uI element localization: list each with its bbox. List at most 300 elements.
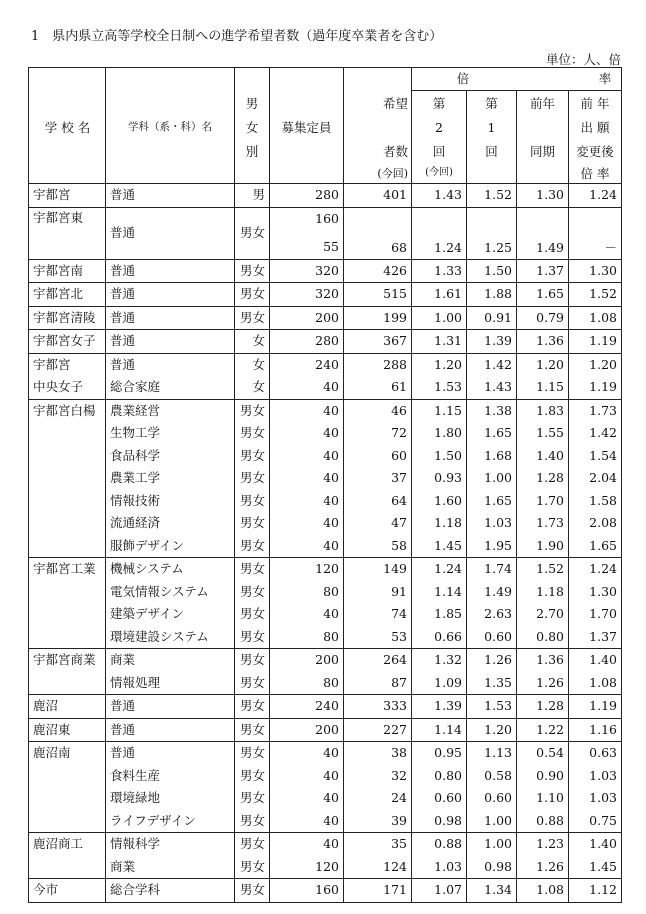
ratio-first: 0.60: [467, 626, 517, 649]
ratio-second: 1.15: [412, 399, 467, 422]
department-name: 普通: [106, 259, 235, 283]
ratio-first: 1.39: [467, 330, 517, 354]
department-name: 普通: [106, 283, 235, 307]
ratio-prev-year: 1.22: [517, 718, 569, 742]
ratio-prev-year: 1.10: [517, 787, 569, 810]
ratio-first: 1.00: [467, 833, 517, 856]
ratio-prev-year: 1.65: [517, 283, 569, 307]
ratio-after-change: 1.42: [569, 422, 622, 445]
quota-value: 40: [270, 535, 344, 558]
ratio-second: 1.45: [412, 535, 467, 558]
ratio-first: 1.00: [467, 810, 517, 833]
ratio-second: 0.95: [412, 742, 467, 765]
ratio-after-change: 1.12: [569, 879, 622, 903]
sex-type: 男女: [235, 626, 270, 649]
applicants-value: 288: [344, 353, 412, 376]
header-applicants-3: (今回): [377, 167, 408, 180]
table-row: [29, 490, 622, 513]
school-name: [29, 535, 106, 558]
ratio-first: 1.38: [467, 399, 517, 422]
quota-value: 40: [270, 765, 344, 788]
ratio-prev-year: 1.83: [517, 399, 569, 422]
table-row: [29, 742, 622, 765]
school-name: 鹿沼: [29, 695, 106, 719]
school-name: 宇都宮清陵: [29, 306, 106, 330]
department-name: 食料生産: [106, 765, 235, 788]
applicants-value: 53: [344, 626, 412, 649]
ratio-first: 1.25: [467, 207, 517, 259]
ratio-first: 1.34: [467, 879, 517, 903]
ratio-after-change: 1.03: [569, 765, 622, 788]
ratio-after-change: 1.30: [569, 581, 622, 604]
school-name: 宇都宮: [29, 184, 106, 208]
ratio-second: 1.43: [412, 184, 467, 208]
applicants-value: 171: [344, 879, 412, 903]
applicants-value: 24: [344, 787, 412, 810]
sex-type: 男女: [235, 207, 270, 259]
header-second-3: 回: [432, 144, 446, 159]
ratio-prev-year: 1.73: [517, 512, 569, 535]
quota-value: 200: [270, 306, 344, 330]
school-name: [29, 490, 106, 513]
school-name: [29, 581, 106, 604]
ratio-first: 1.26: [467, 649, 517, 672]
sex-type: 男女: [235, 581, 270, 604]
applicants-value: 46: [344, 399, 412, 422]
quota-value-primary: 160: [315, 211, 339, 226]
ratio-first: 1.35: [467, 672, 517, 695]
ratio-prev-year: 1.23: [517, 833, 569, 856]
ratio-second: 1.20: [412, 353, 467, 376]
ratio-prev-year: 1.36: [517, 649, 569, 672]
applicants-value: 515: [344, 283, 412, 307]
quota-value: 40: [270, 787, 344, 810]
ratio-after-change: 0.63: [569, 742, 622, 765]
ratio-prev-year: 1.28: [517, 467, 569, 490]
ratio-second: 1.31: [412, 330, 467, 354]
applicants-value: 68: [344, 207, 412, 259]
department-name: 普通: [106, 330, 235, 354]
sex-type: 男女: [235, 399, 270, 422]
school-name: 宇都宮: [29, 353, 106, 376]
quota-value: 200: [270, 649, 344, 672]
quota-value: 160: [270, 879, 344, 903]
header-dept: 学科（系・科）名: [128, 121, 212, 133]
ratio-first: 1.13: [467, 742, 517, 765]
quota-value: 40: [270, 422, 344, 445]
sex-type: 男女: [235, 649, 270, 672]
ratio-prev-year: 1.08: [517, 879, 569, 903]
ratio-second: 1.61: [412, 283, 467, 307]
department-name: ライフデザイン: [106, 810, 235, 833]
ratio-first: 1.68: [467, 445, 517, 468]
school-name: 今市: [29, 879, 106, 903]
department-name: 流通経済: [106, 512, 235, 535]
ratio-prev-year: 0.79: [517, 306, 569, 330]
school-name: [29, 207, 106, 259]
header-first-3: 回: [485, 144, 498, 159]
header-change-3: 変更後: [576, 144, 614, 159]
department-name: 環境緑地: [106, 787, 235, 810]
ratio-second: 1.24: [412, 558, 467, 581]
ratio-prev-year: 1.36: [517, 330, 569, 354]
ratio-after-change: 2.04: [569, 467, 622, 490]
department-name: 情報技術: [106, 490, 235, 513]
ratio-after-change: 1.37: [569, 626, 622, 649]
header-applicants-1: 希望: [382, 96, 408, 111]
ratio-first: 1.95: [467, 535, 517, 558]
ratio-second: 0.88: [412, 833, 467, 856]
ratio-prev-year: 0.80: [517, 626, 569, 649]
school-name: 宇都宮工業: [29, 558, 106, 581]
school-name: [29, 672, 106, 695]
ratio-second: 1.14: [412, 718, 467, 742]
ratio-prev-year: 2.70: [517, 603, 569, 626]
sex-type: 男女: [235, 742, 270, 765]
department-name: 普通: [106, 742, 235, 765]
ratio-first: 1.00: [467, 467, 517, 490]
sex-type: 男: [235, 184, 270, 208]
table-row: [29, 535, 622, 558]
quota-value: 40: [270, 490, 344, 513]
quota-value: 240: [270, 695, 344, 719]
quota-value: 40: [270, 467, 344, 490]
applicants-value: 264: [344, 649, 412, 672]
sex-type: 男女: [235, 490, 270, 513]
ratio-prev-year: 1.18: [517, 581, 569, 604]
school-name: 宇都宮白楊: [29, 399, 106, 422]
ratio-second: 1.09: [412, 672, 467, 695]
ratio-prev-year: 1.30: [517, 184, 569, 208]
ratio-first: 1.03: [467, 512, 517, 535]
header-first-1: 第: [485, 96, 498, 111]
ratio-after-change: 1.52: [569, 283, 622, 307]
header-ratio-2: 率: [598, 71, 612, 86]
ratio-after-change: 1.24: [569, 184, 622, 208]
ratio-second: 1.50: [412, 445, 467, 468]
sex-type: 男女: [235, 445, 270, 468]
department-name: 情報科学: [106, 833, 235, 856]
department-name: 情報処理: [106, 672, 235, 695]
ratio-prev-year: 0.90: [517, 765, 569, 788]
department-name: 普通: [106, 695, 235, 719]
header-sex-2: 女: [245, 120, 259, 135]
applicants-value: 61: [344, 376, 412, 399]
ratio-after-change: 1.03: [569, 787, 622, 810]
ratio-first: 1.42: [467, 353, 517, 376]
table-row: [29, 879, 622, 903]
table-row: [29, 306, 622, 330]
ratio-second: 0.60: [412, 787, 467, 810]
applicants-value: 426: [344, 259, 412, 283]
header-quota: 募集定員: [281, 120, 332, 135]
school-name: [29, 856, 106, 879]
school-name: [29, 467, 106, 490]
table-row: [29, 695, 622, 719]
header-change-1: 前 年: [580, 96, 610, 111]
table-row: [29, 399, 622, 422]
sex-type: 女: [235, 376, 270, 399]
sex-type: 男女: [235, 879, 270, 903]
ratio-after-change: 1.20: [569, 353, 622, 376]
table-row: [29, 718, 622, 742]
sex-type: 男女: [235, 259, 270, 283]
applicants-value: 39: [344, 810, 412, 833]
applicants-value: 87: [344, 672, 412, 695]
ratio-after-change: 1.08: [569, 306, 622, 330]
applicants-value: 64: [344, 490, 412, 513]
ratio-first: 1.20: [467, 718, 517, 742]
applicants-value: 60: [344, 445, 412, 468]
table-row: [29, 581, 622, 604]
applicants-value: 149: [344, 558, 412, 581]
school-name: 鹿沼商工: [29, 833, 106, 856]
sex-type: 男女: [235, 558, 270, 581]
header-applicants-2: 者数: [382, 144, 408, 159]
department-name: 商業: [106, 649, 235, 672]
applicants-value: 227: [344, 718, 412, 742]
quota-value: 40: [270, 603, 344, 626]
ratio-prev-year: 1.15: [517, 376, 569, 399]
quota-value: 120: [270, 558, 344, 581]
department-name: 農業工学: [106, 467, 235, 490]
header-second-1: 第: [432, 96, 446, 111]
ratio-prev-year: 1.37: [517, 259, 569, 283]
quota-value: 40: [270, 742, 344, 765]
ratio-second: 1.80: [412, 422, 467, 445]
sex-type: 男女: [235, 718, 270, 742]
table-row: [29, 445, 622, 468]
quota-value: 40: [270, 376, 344, 399]
ratio-after-change: 0.75: [569, 810, 622, 833]
sex-type: 男女: [235, 833, 270, 856]
table-row: [29, 649, 622, 672]
school-name: [29, 626, 106, 649]
ratio-prev-year: 1.70: [517, 490, 569, 513]
applicants-value: 32: [344, 765, 412, 788]
quota-value: 40: [270, 512, 344, 535]
school-name: [29, 445, 106, 468]
ratio-first: 1.52: [467, 184, 517, 208]
sex-type: 男女: [235, 787, 270, 810]
ratio-first: 0.58: [467, 765, 517, 788]
header-change-4: 倍 率: [580, 166, 610, 181]
school-name: 宇都宮南: [29, 259, 106, 283]
table-row: [29, 330, 622, 354]
quota-value: 280: [270, 330, 344, 354]
ratio-second: 1.14: [412, 581, 467, 604]
header-prev-1: 前年: [529, 96, 555, 111]
department-name: 建築デザイン: [106, 603, 235, 626]
department-name: 服飾デザイン: [106, 535, 235, 558]
ratio-second: 1.60: [412, 490, 467, 513]
quota-value: 200: [270, 718, 344, 742]
ratio-after-change: 1.40: [569, 833, 622, 856]
ratio-after-change: 1.73: [569, 399, 622, 422]
ratio-prev-year: 1.28: [517, 695, 569, 719]
ratio-first: 1.65: [467, 490, 517, 513]
header-second-4: (今回): [425, 167, 453, 178]
sex-type: 女: [235, 330, 270, 354]
ratio-second: 1.00: [412, 306, 467, 330]
sex-type: 男女: [235, 306, 270, 330]
ratio-after-change: 1.30: [569, 259, 622, 283]
department-name: 生物工学: [106, 422, 235, 445]
table-row: [29, 626, 622, 649]
department-name: 商業: [106, 856, 235, 879]
ratio-first: 1.88: [467, 283, 517, 307]
sex-type: 男女: [235, 283, 270, 307]
sex-type: 男女: [235, 512, 270, 535]
ratio-after-change: 1.45: [569, 856, 622, 879]
sex-type: 男女: [235, 535, 270, 558]
header-sex-1: 男: [245, 96, 259, 111]
department-name: 総合学科: [106, 879, 235, 903]
ratio-prev-year: 1.52: [517, 558, 569, 581]
sex-type: 男女: [235, 672, 270, 695]
applicants-value: 91: [344, 581, 412, 604]
school-name: [29, 765, 106, 788]
table-row: [29, 603, 622, 626]
quota-value: 80: [270, 672, 344, 695]
ratio-after-change: 1.58: [569, 490, 622, 513]
ratio-after-change: 1.65: [569, 535, 622, 558]
header-second-2: 2: [435, 120, 443, 135]
quota-value: 80: [270, 626, 344, 649]
sex-type: 男女: [235, 467, 270, 490]
ratio-after-change: 1.40: [569, 649, 622, 672]
ratio-prev-year: 1.26: [517, 672, 569, 695]
ratio-prev-year: 1.20: [517, 353, 569, 376]
table-row: [29, 184, 622, 208]
ratio-prev-year: 1.55: [517, 422, 569, 445]
department-name: 機械システム: [106, 558, 235, 581]
ratio-first: 1.43: [467, 376, 517, 399]
sex-type: 男女: [235, 856, 270, 879]
sex-type: 女: [235, 353, 270, 376]
ratio-second: 1.53: [412, 376, 467, 399]
ratio-after-change: 1.16: [569, 718, 622, 742]
sex-type: 男女: [235, 695, 270, 719]
department-name: 食品科学: [106, 445, 235, 468]
unit-label: 単位：人、倍: [545, 52, 621, 67]
table-row: [29, 353, 622, 376]
ratio-prev-year: 1.40: [517, 445, 569, 468]
quota-value: 40: [270, 810, 344, 833]
table-row: [29, 376, 622, 399]
sex-type: 男女: [235, 422, 270, 445]
ratio-second: 0.66: [412, 626, 467, 649]
header-ratio-1: 倍: [456, 71, 470, 86]
table-row: [29, 810, 622, 833]
school-name: 中央女子: [29, 376, 106, 399]
school-name: [29, 603, 106, 626]
quota-value: 40: [270, 445, 344, 468]
table-row: [29, 765, 622, 788]
ratio-first: 1.74: [467, 558, 517, 581]
ratio-first: 1.53: [467, 695, 517, 719]
header-first-2: 1: [487, 120, 496, 135]
ratio-first: 0.91: [467, 306, 517, 330]
school-name: 宇都宮商業: [29, 649, 106, 672]
school-name-text: 宇都宮東: [33, 209, 84, 225]
ratio-second: 0.93: [412, 467, 467, 490]
document-title: 1 県内県立高等学校全日制への進学希望者数（過年度卒業者を含む）: [31, 29, 443, 44]
ratio-after-change: 1.19: [569, 376, 622, 399]
ratio-after-change: 1.54: [569, 445, 622, 468]
table-row: [29, 259, 622, 283]
table-row: [29, 856, 622, 879]
department-name: 普通: [106, 353, 235, 376]
department-name: 普通: [106, 207, 235, 259]
applicants-value: 401: [344, 184, 412, 208]
ratio-first: 1.49: [467, 581, 517, 604]
header-school: 学 校 名: [44, 120, 91, 135]
table-row: [29, 422, 622, 445]
ratio-second: 1.32: [412, 649, 467, 672]
applicants-value: 35: [344, 833, 412, 856]
department-name: 農業経営: [106, 399, 235, 422]
school-name: 宇都宮女子: [29, 330, 106, 354]
ratio-after-change: 1.70: [569, 603, 622, 626]
ratio-second: 1.24: [412, 207, 467, 259]
ratio-second: 1.39: [412, 695, 467, 719]
applicants-value: 124: [344, 856, 412, 879]
ratio-first: 1.50: [467, 259, 517, 283]
quota-value-secondary: 55: [323, 238, 339, 254]
table-row: [29, 833, 622, 856]
ratio-after-change: 2.08: [569, 512, 622, 535]
department-name: 総合家庭: [106, 376, 235, 399]
quota-value: 80: [270, 581, 344, 604]
quota-split: [274, 213, 339, 253]
quota-value: 40: [270, 833, 344, 856]
applicants-value: 38: [344, 742, 412, 765]
school-name: 鹿沼東: [29, 718, 106, 742]
table-body: [29, 184, 622, 903]
ratio-first: 2.63: [467, 603, 517, 626]
ratio-first: 1.65: [467, 422, 517, 445]
sex-type: 男女: [235, 603, 270, 626]
department-name: 普通: [106, 184, 235, 208]
ratio-first: 0.60: [467, 787, 517, 810]
ratio-second: 1.33: [412, 259, 467, 283]
sex-type: 男女: [235, 810, 270, 833]
table-row: [29, 672, 622, 695]
quota-value: 280: [270, 184, 344, 208]
header-change-2: 出 願: [580, 120, 610, 135]
ratio-first: 0.98: [467, 856, 517, 879]
table-row: [29, 558, 622, 581]
department-name: 環境建設システム: [106, 626, 235, 649]
table-row: [29, 512, 622, 535]
school-name: [29, 787, 106, 810]
ratio-second: 1.07: [412, 879, 467, 903]
applicants-value: 367: [344, 330, 412, 354]
ratio-second: 0.98: [412, 810, 467, 833]
quota-value: [270, 207, 344, 259]
header-sex-3: 別: [245, 144, 259, 159]
table-row: [29, 283, 622, 307]
applicants-value: 37: [344, 467, 412, 490]
data-table: [28, 183, 622, 903]
ratio-prev-year: 1.49: [517, 207, 569, 259]
quota-value: 320: [270, 283, 344, 307]
ratio-second: 1.85: [412, 603, 467, 626]
sex-type: 男女: [235, 765, 270, 788]
ratio-second: 1.03: [412, 856, 467, 879]
header-prev-2: 同期: [529, 144, 555, 159]
